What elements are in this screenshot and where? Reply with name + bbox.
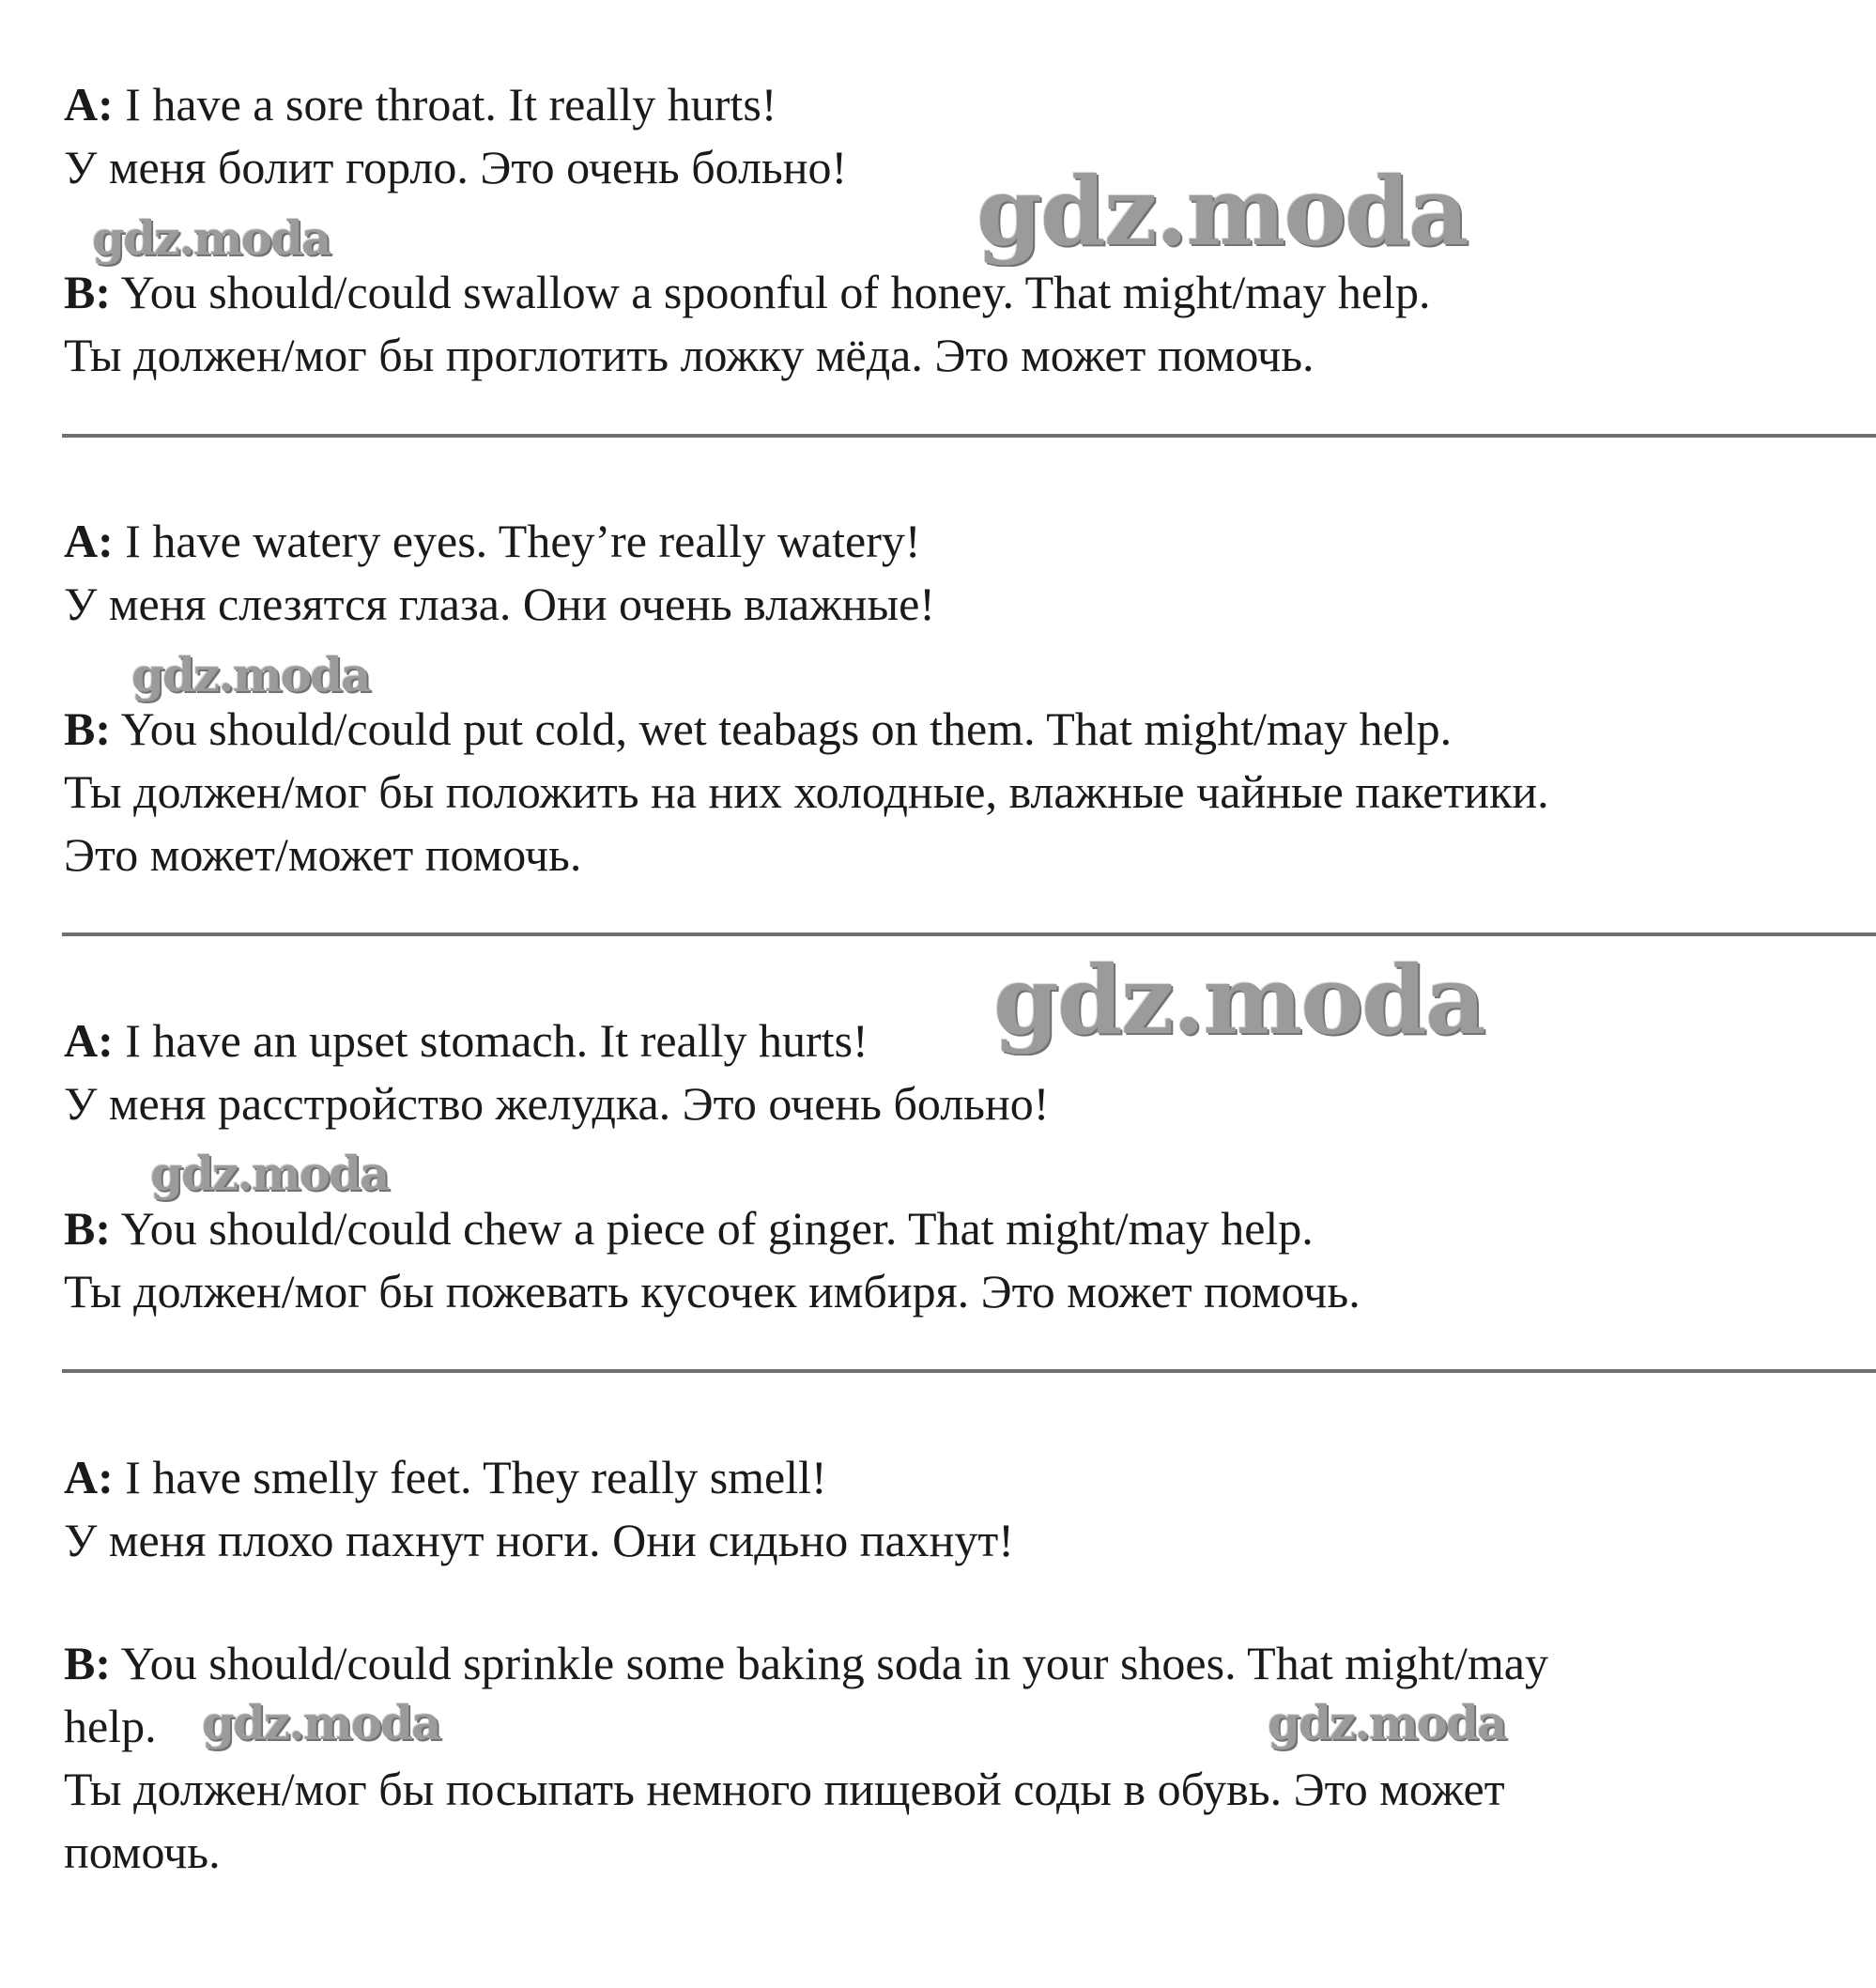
dialogue-2-b-en-text: You should/could put cold, wet teabags on them. That might/may help.: [111, 702, 1453, 755]
dialogue-2-b-ru-line-2: Это может/может помочь.: [64, 828, 582, 881]
watermark-logo: gdz.moda: [1268, 1695, 1506, 1750]
section-divider: [62, 932, 1876, 936]
speaker-a-label: A:: [64, 515, 114, 567]
dialogue-3-b-en-text: You should/could chew a piece of ginger. That might/may help.: [111, 1202, 1314, 1255]
speaker-b-label: B:: [64, 266, 111, 318]
dialogue-2-b-ru-line-1: Ты должен/мог бы положить на них холодные, влажные чайные пакетики.: [64, 765, 1549, 818]
watermark-logo: gdz.moda: [150, 1146, 389, 1201]
dialogue-3-b-ru: Ты должен/мог бы пожевать кусочек имбиря. Это может помочь.: [64, 1265, 1361, 1318]
dialogue-3-a-en-text: I have an upset stomach. It really hurts!: [113, 1014, 869, 1067]
dialogue-4-b-en-line-1: [64, 1632, 1548, 1694]
dialogue-4-a-en-text: I have smelly feet. They really smell!: [113, 1451, 827, 1503]
speaker-b-label: B:: [64, 1637, 111, 1689]
dialogue-1-a-en: [64, 73, 777, 135]
dialogue-4-a-ru: У меня плохо пахнут ноги. Они сидьно пахнут!: [64, 1514, 1014, 1566]
dialogue-1-b-en-text: You should/could swallow a spoonful of honey. That might/may help.: [111, 266, 1431, 318]
section-divider: [62, 1369, 1876, 1373]
dialogue-1-a-en-text: I have a sore throat. It really hurts!: [113, 78, 777, 131]
dialogue-4-a-en: [64, 1446, 827, 1508]
watermark-logo: gdz.moda: [202, 1695, 440, 1750]
dialogue-4-b-en-text: You should/could sprinkle some baking soda in your shoes. That might/may: [111, 1637, 1548, 1689]
speaker-b-label: B:: [64, 1202, 111, 1255]
dialogue-1-a-ru: У меня болит горло. Это очень больно!: [64, 141, 848, 193]
dialogue-2-a-en-text: I have watery eyes. They’re really watery!: [113, 515, 921, 567]
dialogue-3-a-en: [64, 1009, 869, 1071]
speaker-b-label: B:: [64, 702, 111, 755]
dialogue-3-b-en: [64, 1197, 1314, 1259]
watermark-logo: gdz.moda: [993, 945, 1484, 1056]
watermark-logo: gdz.moda: [92, 210, 331, 266]
dialogue-1-b-ru: Ты должен/мог бы проглотить ложку мёда. Это может помочь.: [64, 329, 1315, 381]
dialogue-2-a-ru: У меня слезятся глаза. Они очень влажные!: [64, 578, 935, 630]
dialogue-3-a-ru: У меня расстройство желудка. Это очень больно!: [64, 1077, 1050, 1130]
speaker-a-label: A:: [64, 1451, 114, 1503]
dialogue-4-b-en-line-2: help.: [64, 1700, 157, 1752]
dialogue-4-b-ru-line-2: помочь.: [64, 1826, 221, 1878]
speaker-a-label: A:: [64, 1014, 114, 1067]
section-divider: [62, 434, 1876, 438]
watermark-logo: gdz.moda: [131, 647, 370, 702]
speaker-a-label: A:: [64, 78, 114, 131]
watermark-logo: gdz.moda: [976, 156, 1468, 267]
dialogue-2-a-en: [64, 510, 921, 572]
dialogue-4-b-ru-line-1: Ты должен/мог бы посыпать немного пищевой соды в обувь. Это может: [64, 1763, 1505, 1815]
dialogue-1-b-en: [64, 261, 1430, 323]
dialogue-2-b-en: [64, 698, 1452, 760]
